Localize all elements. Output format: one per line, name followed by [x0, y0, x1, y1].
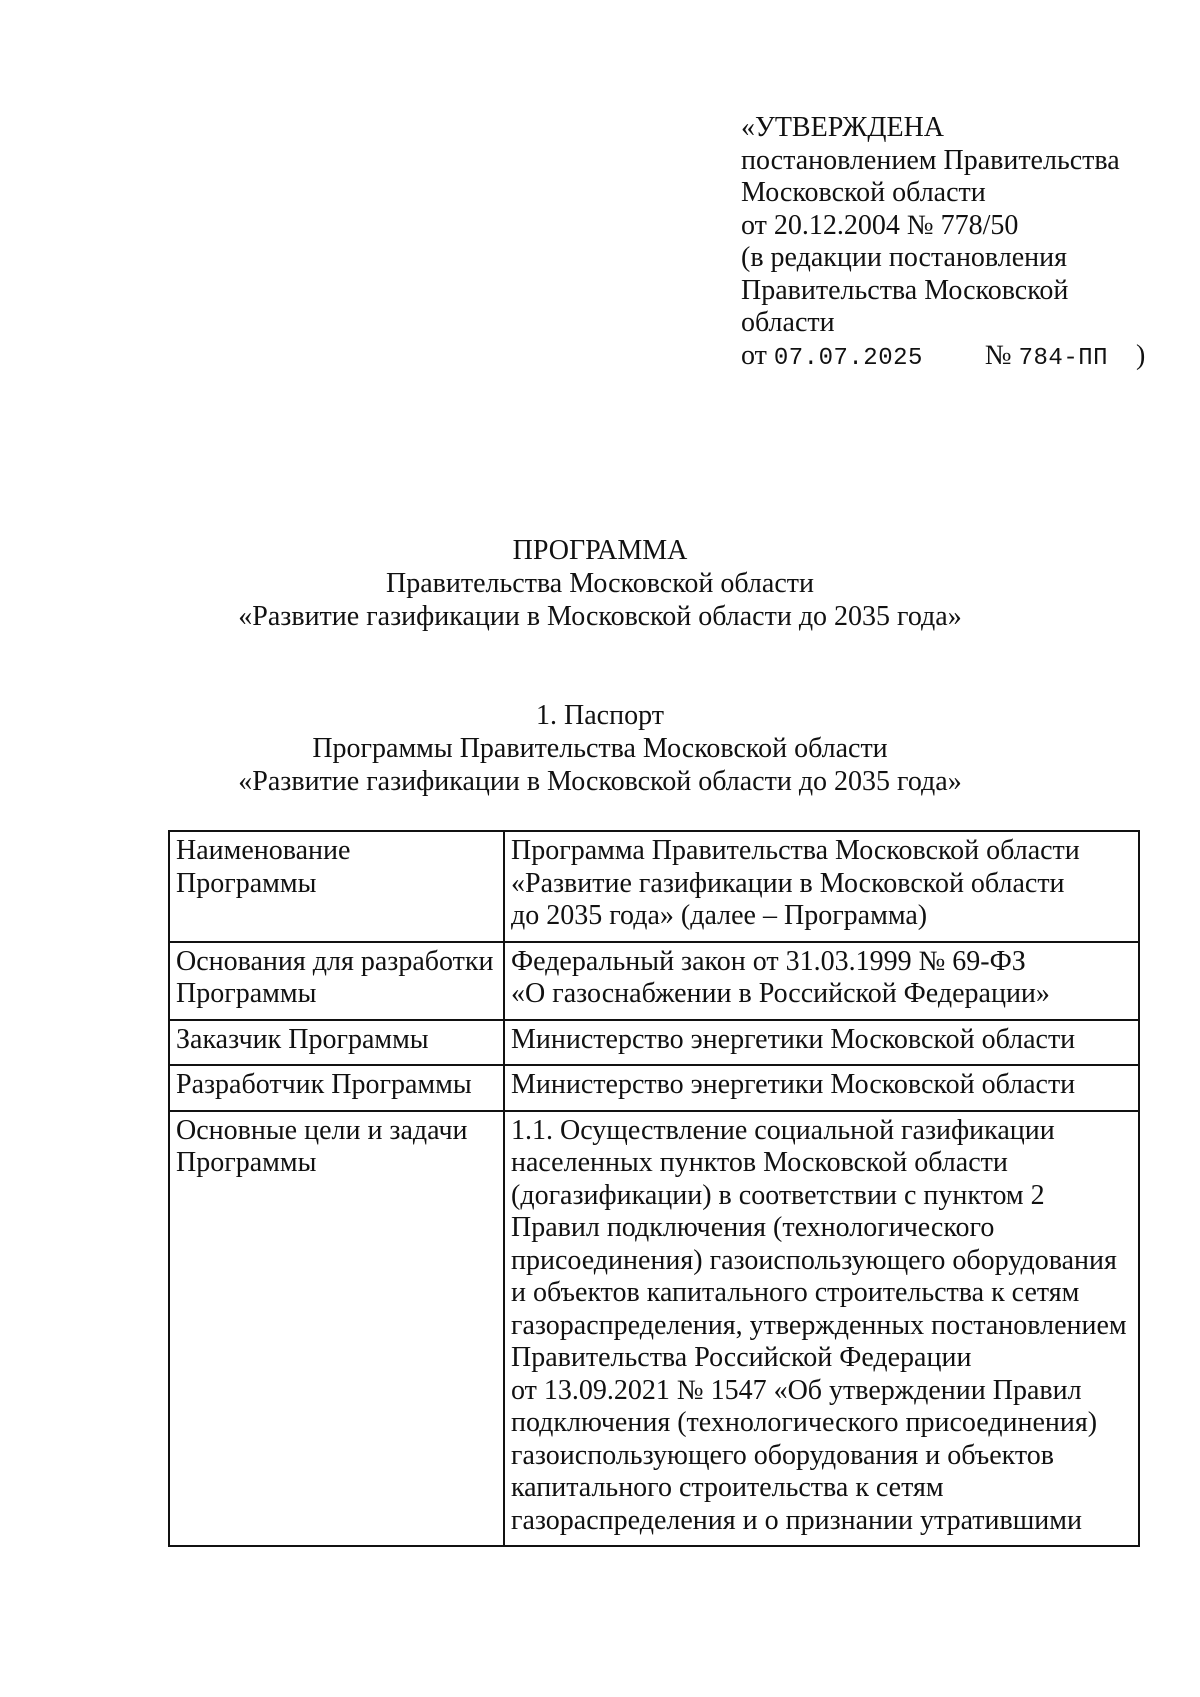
closing-paren: ) — [1136, 339, 1146, 371]
passport-subtitle: Программы Правительства Московской области — [312, 733, 888, 764]
row-label-line: Основные цели и задачи — [176, 1114, 468, 1146]
row-value-line: газораспределения, утвержденных постановлением — [511, 1309, 1127, 1341]
passport-title — [0, 699, 1200, 798]
row-value-line: 1.1. Осуществление социальной газификации — [511, 1114, 1055, 1146]
row-value-cell — [504, 831, 1139, 942]
row-value-cell — [504, 1020, 1139, 1066]
row-value-line: Федеральный закон от 31.03.1999 № 69-ФЗ — [511, 945, 1026, 977]
row-value-cell — [504, 942, 1139, 1020]
row-label-cell — [169, 1020, 504, 1066]
row-value-line: и объектов капитального строительства к сетям — [511, 1277, 1080, 1308]
row-label-line: Основания для разработки — [176, 945, 494, 977]
row-label-cell — [169, 1111, 504, 1547]
passport-table-body — [169, 831, 1139, 1546]
row-label-cell — [169, 831, 504, 942]
passport-heading: 1. Паспорт — [536, 700, 664, 731]
row-value-line: газоиспользующего оборудования и объектов — [511, 1439, 1054, 1471]
approval-line: постановлением Правительства — [741, 144, 1120, 176]
table-row — [169, 942, 1139, 1020]
row-value-line: подключения (технологического присоединения) — [511, 1407, 1098, 1438]
row-value-cell — [504, 1065, 1139, 1111]
row-value-line: Министерство энергетики Московской области — [511, 1069, 1076, 1100]
row-label-line: Программы — [176, 978, 317, 1009]
row-value-line: капитального строительства к сетям — [511, 1472, 944, 1503]
row-value-cell — [504, 1111, 1139, 1547]
approval-line: Московской области — [741, 177, 986, 208]
table-row — [169, 831, 1139, 942]
table-row — [169, 1065, 1139, 1111]
row-value-line: «Развитие газификации в Московской области — [511, 867, 1065, 899]
program-name: «Развитие газификации в Московской области до 2035 года» — [238, 601, 962, 632]
row-value-line: населенных пунктов Московской области — [511, 1147, 1008, 1178]
program-title — [0, 534, 1200, 633]
row-value-line: (догазификации) в соответствии с пунктом 2 — [511, 1179, 1045, 1211]
row-value-line: Правительства Российской Федерации — [511, 1342, 972, 1373]
approval-stamp — [741, 112, 1161, 375]
row-value-line: Правил подключения (технологического — [511, 1212, 995, 1243]
row-label-line: Заказчик Программы — [176, 1023, 429, 1055]
row-value-line: газораспределения и о признании утратившими — [511, 1504, 1082, 1536]
row-value-line: от 13.09.2021 № 1547 «Об утверждении Правил — [511, 1374, 1082, 1406]
table-row — [169, 1020, 1139, 1066]
row-label-cell — [169, 942, 504, 1020]
program-subtitle: Правительства Московской области — [386, 568, 814, 599]
approval-line: Правительства Московской — [741, 274, 1069, 306]
approval-line: области — [741, 307, 835, 338]
row-value-line: Программа Правительства Московской области — [511, 835, 1080, 866]
row-label-line: Программы — [176, 867, 317, 899]
amendment-number: 784-ПП — [1018, 344, 1109, 372]
row-value-line: Министерство энергетики Московской области — [511, 1023, 1076, 1055]
program-heading: ПРОГРАММА — [512, 535, 688, 566]
number-sign: № — [984, 339, 1012, 371]
row-label-line: Разработчик Программы — [176, 1069, 472, 1100]
approval-line: «УТВЕРЖДЕНА — [741, 112, 945, 143]
approval-line: от 20.12.2004 № 778/50 — [741, 209, 1019, 241]
row-label-line: Наименование — [176, 835, 351, 866]
table-row — [169, 1111, 1139, 1547]
date-prefix: от — [741, 339, 767, 371]
row-label-cell — [169, 1065, 504, 1111]
passport-program-name: «Развитие газификации в Московской области до 2035 года» — [238, 766, 962, 797]
amendment-date-line — [741, 340, 1161, 376]
row-value-line: присоединения) газоиспользующего оборудования — [511, 1244, 1117, 1276]
row-value-line: «О газоснабжении в Российской Федерации» — [511, 978, 1050, 1009]
row-value-line: до 2035 года» (далее – Программа) — [511, 900, 928, 931]
amendment-date: 07.07.2025 — [773, 344, 923, 372]
row-label-line: Программы — [176, 1147, 317, 1178]
passport-table — [168, 830, 1140, 1547]
approval-line: (в редакции постановления — [741, 242, 1068, 273]
